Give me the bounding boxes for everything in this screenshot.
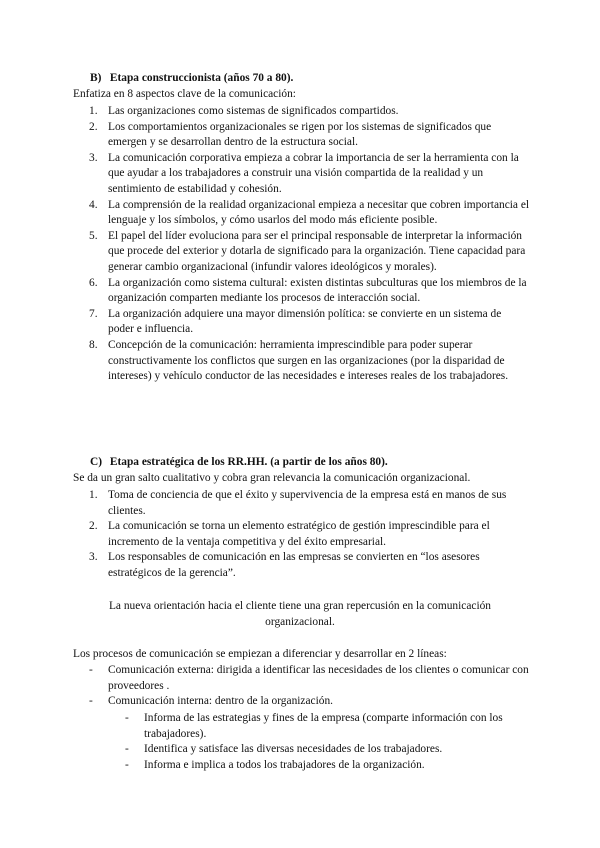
list-number: 3. [89, 151, 98, 164]
centered-statement: La nueva orientación hacia el cliente tiene una gran repercusión en la comunicación organizacional. [108, 600, 492, 628]
list-item [89, 198, 530, 229]
list-number: 4. [89, 198, 98, 211]
list-text: Los comportamientos organizacionales se rigen por los sistemas de significados que emergen y se desarrollan dentro de la estructura social. [108, 120, 492, 149]
list-text: Informa e implica a todos los trabajadores de la organización. [144, 758, 425, 771]
section-c-title: Etapa estratégica de los RR.HH. (a partir de los años 80). [109, 456, 388, 468]
list-number: 2. [89, 120, 98, 133]
section-c-letter: C) [90, 456, 103, 468]
section-b-letter: B) [90, 72, 102, 84]
list-text: La comunicación se torna un elemento estratégico de gestión imprescindible para el incremento de la ventaja competitiva y del éxito empresarial. [108, 520, 490, 548]
list-text: La comprensión de la realidad organizacional empieza a necesitar que cobren importancia el lenguaje y los símbolos, y cómo usarlos del modo más eficiente posible. [108, 198, 530, 227]
list-text: Identifica y satisface las diversas necesidades de los trabajadores. [144, 743, 443, 756]
list-text: Los responsables de comunicación en las empresas se convierten en “los asesores estratégicos de la gerencia”. [108, 551, 480, 579]
list-text: Comunicación externa: dirigida a identificar las necesidades de los clientes o comunicar con proveedores . [108, 664, 529, 692]
dash-bullet: - [125, 712, 129, 724]
list-number: 5. [89, 229, 98, 242]
list-item [89, 550, 530, 581]
list-text: El papel del líder evoluciona para ser el principal responsable de interpretar la información que procede del exterior y dotarla de significado para la organización. Tiene capacidad para generar cambio organizacional (infundir valores ideológicos y morales). [108, 229, 526, 273]
dash-bullet: - [89, 695, 93, 708]
list-text: La organización adquiere una mayor dimensión política: se convierte en un sistema de poder e influencia. [108, 307, 502, 336]
section-b-list [89, 104, 530, 385]
list-item [89, 151, 530, 198]
list-number: 8. [89, 338, 98, 351]
list-item [89, 120, 530, 151]
list-item [89, 307, 530, 338]
list-item [125, 711, 534, 742]
list-text: Informa de las estrategias y fines de la empresa (comparte información con los trabajadores). [144, 712, 503, 740]
list-text: Concepción de la comunicación: herramienta imprescindible para poder superar constructivamente los conflictos que surgen en las organizaciones (por la disparidad de intereses) y vehículo conductor de las necesidades e intereses reales de los trabajadores. [108, 338, 509, 383]
list-number: 7. [89, 307, 98, 320]
list-number: 2. [89, 520, 98, 533]
section-b-intro: Enfatiza en 8 aspectos clave de la comunicación: [73, 88, 296, 100]
list-text: La comunicación corporativa empieza a cobrar la importancia de ser la herramienta con la que ayudar a los trabajadores a construir una visión compartida de la realidad y un sentimiento de estabilidad y cohesión. [108, 151, 519, 195]
processes-intro: Los procesos de comunicación se empiezan a diferenciar y desarrollar en 2 líneas: [73, 648, 447, 660]
communication-lines-list [89, 663, 530, 710]
list-number: 1. [89, 105, 98, 117]
list-number: 6. [89, 276, 98, 289]
list-text: La organización como sistema cultural: existen distintas subculturas que los miembros de la organización comparten mediante los procesos de interacción social. [108, 276, 527, 305]
section-b-title: Etapa construccionista (años 70 a 80). [109, 72, 294, 84]
list-number: 1. [89, 489, 98, 501]
list-item [125, 742, 534, 758]
list-text: Toma de conciencia de que el éxito y supervivencia de la empresa está en manos de sus clientes. [108, 489, 507, 517]
dash-bullet: - [89, 664, 93, 676]
dash-bullet: - [125, 743, 129, 756]
section-c-intro: Se da un gran salto cualitativo y cobra gran relevancia la comunicación organizacional. [73, 472, 471, 484]
section-c-heading [90, 455, 388, 471]
list-item [89, 338, 530, 385]
list-item [89, 488, 530, 519]
list-text: Comunicación interna: dentro de la organización. [108, 695, 333, 708]
list-item [89, 694, 530, 710]
internal-communication-sublist [125, 711, 534, 773]
dash-bullet: - [125, 758, 129, 771]
list-item [89, 276, 530, 307]
section-c-list [89, 488, 530, 582]
list-item [125, 758, 534, 774]
list-item [89, 104, 530, 120]
list-item [89, 229, 530, 276]
list-text: Las organizaciones como sistemas de significados compartidos. [108, 105, 399, 117]
list-item [89, 663, 530, 694]
list-number: 3. [89, 551, 98, 564]
section-b-heading [90, 71, 293, 87]
list-item [89, 519, 530, 550]
